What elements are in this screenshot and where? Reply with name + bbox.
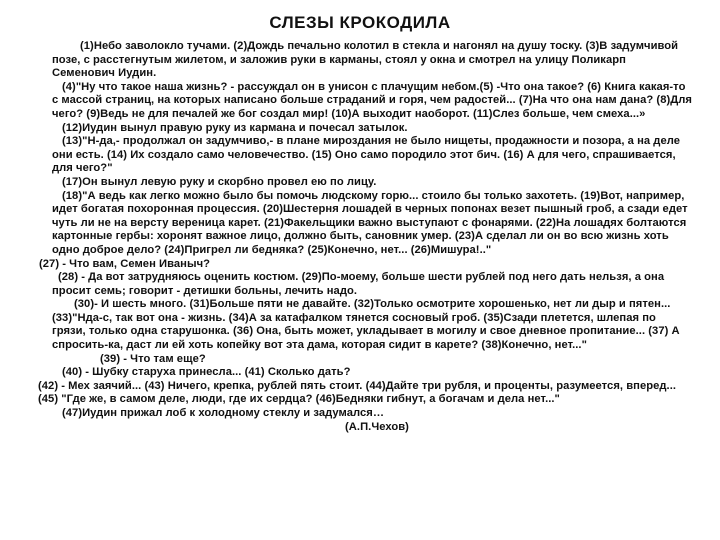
paragraph-12: (42) - Мех заячий... (43) Ничего, крепка, рублей пять стоит. (44)Дайте три рубля, и проценты, разумеется, вперед... (45) "Где же, в самом деле, люди, где их сердца? (46)Бедняки гибнут, а богачам и дела нет..." [38, 379, 677, 406]
paragraph-13: (47)Иудин прижал лоб к холодному стеклу и задумался… [62, 407, 385, 420]
page-title: СЛЕЗЫ КРОКОДИЛА [269, 13, 451, 32]
paragraph-8: (28) - Да вот затрудняюсь оценить костюм. (29)По-моему, больше шести рублей под него дать нельзя, а она просит семь; говорит - детишки больны, лечить надо. [52, 271, 665, 297]
paragraph-5: (17)Он вынул левую руку и скорбно провел ею по лицу. [62, 175, 377, 188]
paragraph-11: (40) - Шубку старуха принесла... (41) Сколько дать? [62, 366, 351, 379]
paragraph-4: (13)"Н-да,- продолжал он задумчиво,- в плане мироздания не было нищеты, продажности и позора, а на деле они есть. (14) Их создало само человечество. (15) Оно само породило этот бич. (16) А для чего, спрашивается, для чего?" [52, 135, 681, 175]
paragraph-3: (12)Иудин вынул правую руку из кармана и почесал затылок. [62, 121, 408, 134]
paragraph-7: (27) - Что вам, Семен Иваныч? [39, 257, 211, 270]
paragraph-9: (30)- И шесть много. (31)Больше пяти не давайте. (32)Только осмотрите хорошенько, нет ли дыр и пятен... (33)"Нда-с, так вот она - жизнь. (34)А за катафалком тянется сосновый гроб. (35)Сзади плетется, шлепая по грязи, только одна старушонка. (36) Она, быть может, укладывает в могилу и свое дневное пропитание... (37) А спросить-ка, даст ли ей хоть копейку вот эта дама, которая сидит в карете? (38)Конечно, нет..." [52, 298, 680, 352]
author-signature: (А.П.Чехов) [345, 420, 409, 433]
paragraph-2: (4)"Ну что такое наша жизнь? - рассуждал он в унисон с плачущим небом.(5) -Что она такое? (6) Книга какая-то с массой страниц, на которых написано больше страданий и горя, чем радостей... (7)На что она нам дана? (8)Для чего? (9)Ведь не для печалей же бог создал мир! (10)А выходит наоборот. (11)Слез больше, чем смеха...» [52, 80, 693, 120]
paragraph-10: (39) - Что там еще? [100, 352, 206, 365]
document-body [38, 40, 693, 434]
paragraph-1: (1)Небо заволокло тучами. (2)Дождь печально колотил в стекла и нагонял на душу тоску. (3)В задумчивой позе, с расстегнутым жилетом, и заложив руки в карманы, стоял у окна и смотрел на улицу Поликарп Семенович Иудин. [52, 40, 679, 80]
paragraph-6: (18)"А ведь как легко можно было бы помочь людскому горю... стоило бы только захотеть. (19)Вот, например, идет богатая похоронная процессия. (20)Шестерня лошадей в черных попонах везет пышный гроб, а сзади едет чуть ли не на версту вереница карет. (21)Факельщики важно выступают с фонарями. (22)На лошадях болтаются картонные гербы: хоронят важное лицо, должно быть, сановник умер. (23)А сделал ли он во всю жизнь хоть одно доброе дело? (24)Пригрел ли бедняка? (25)Конечно, нет... (26)Мишура!.." [52, 189, 688, 256]
